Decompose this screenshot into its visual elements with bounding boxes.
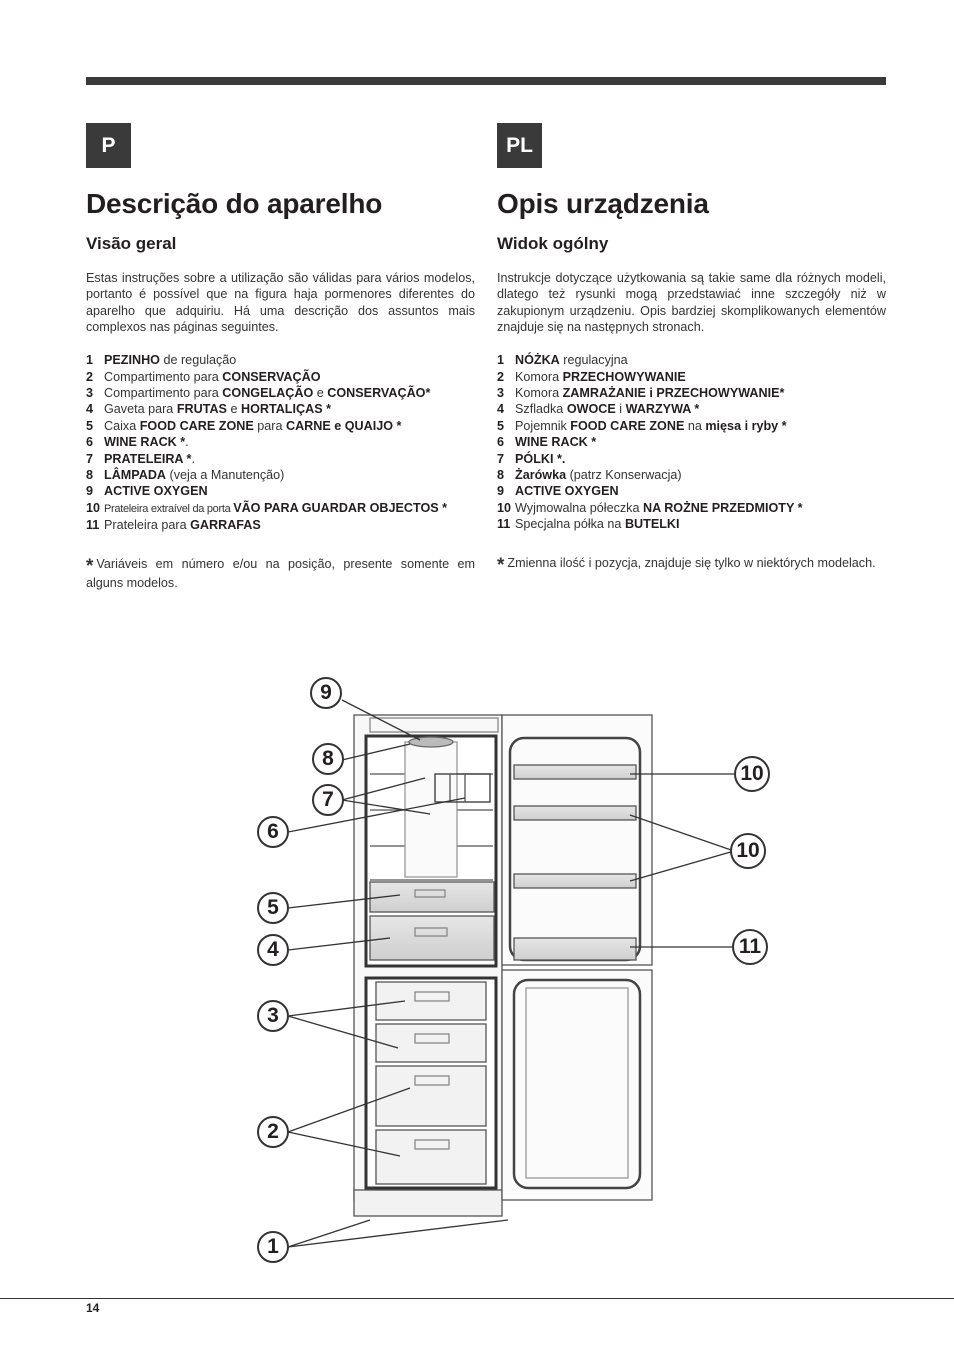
freezer-drawer (376, 1130, 486, 1184)
list-item: 6 WINE RACK *. (86, 435, 189, 450)
list-item: 2 Komora PRZECHOWYWANIE (497, 369, 686, 384)
list-item: 1 NÓŻKA regulacyjna (497, 353, 628, 368)
callout-10: 10 (734, 756, 770, 792)
page-number: 14 (86, 1301, 100, 1315)
list-item: 11 Prateleira para GARRAFAS (86, 518, 261, 533)
door-shelf (514, 806, 636, 820)
list-item: 3 Compartimento para CONGELAÇÃO e CONSERVAÇÃO* (86, 386, 431, 400)
parts-list (497, 352, 886, 532)
freezer-drawer (376, 1066, 486, 1126)
callout-7: 7 (312, 784, 344, 816)
callout-4: 4 (257, 934, 289, 966)
fridge-door (502, 715, 652, 965)
list-item: 4 Szfladka OWOCE i WARZYWA * (497, 402, 700, 417)
list-item: 7 PRATELEIRA *. (86, 451, 195, 466)
active-oxygen-unit (409, 737, 453, 747)
list-item: 5 Pojemnik FOOD CARE ZONE na mięsa i ryby * (497, 418, 787, 433)
footnote: * Zmienna ilość i pozycja, znajduje się tylko w niektórych modelach. (497, 554, 876, 576)
portuguese-column (86, 186, 475, 591)
list-item: 10 Wyjmowalna półeczka NA ROŻNE PRZEDMIOTY * (497, 500, 803, 515)
list-item: 10 Prateleira extraível da porta VÃO PARA GUARDAR OBJECTOS * (86, 500, 448, 515)
list-item: 6 WINE RACK * (497, 435, 597, 450)
list-item: 8 Żarówka (patrz Konserwacja) (497, 468, 682, 483)
callout-8: 8 (312, 743, 344, 775)
list-item: 3 Komora ZAMRAŻANIE i PRZECHOWYWANIE* (497, 386, 785, 400)
list-item: 1 PEZINHO de regulação (86, 353, 237, 368)
polish-column (497, 186, 886, 574)
lang-badge-pl: PL (497, 123, 542, 168)
callout-9: 9 (310, 677, 342, 709)
callout-1: 1 (257, 1231, 289, 1263)
section-subtitle: Visão geral (86, 234, 177, 253)
list-item: 5 Caixa FOOD CARE ZONE para CARNE e QUAIJO * (86, 418, 402, 433)
callout-6: 6 (257, 816, 289, 848)
freezer-door (502, 970, 652, 1200)
list-item: 9 ACTIVE OXYGEN (497, 484, 619, 499)
callout-5: 5 (257, 892, 289, 924)
lamp-column (405, 742, 457, 877)
refrigerator-diagram (250, 670, 780, 1275)
footnote: * Variáveis em número e/ou na posição, presente somente em alguns modelos. (86, 555, 475, 590)
list-item: 11 Specjalna półka na BUTELKI (497, 517, 680, 532)
door-shelf (514, 765, 636, 779)
parts-list (86, 352, 475, 533)
callout-10: 10 (730, 833, 766, 869)
bottle-shelf (514, 938, 636, 960)
door-shelf (514, 874, 636, 888)
bottom-rule (0, 1298, 954, 1299)
callout-11: 11 (732, 929, 768, 965)
cabinet-base (354, 1190, 502, 1216)
list-item: 4 Gaveta para FRUTAS e HORTALIÇAS * (86, 402, 331, 417)
list-item: 8 LÂMPADA (veja a Manutenção) (86, 468, 285, 483)
page-title: Opis urządzenia (497, 188, 709, 219)
list-item: 2 Compartimento para CONSERVAÇÃO (86, 369, 321, 384)
callout-3: 3 (257, 1000, 289, 1032)
page-title: Descrição do aparelho (86, 188, 383, 219)
intro-paragraph: Instrukcje dotyczące użytkowania są takie same dla różnych modeli, dlatego też rysunki mogą przedstawiać inne szczegóły niż w zakupionym urządzeniu. Opis bardziej skomplikowanych elementów znajduje się na następnych stronach. (497, 271, 886, 334)
list-item: 7 PÓLKI *. (497, 451, 566, 466)
lang-badge-p: P (86, 123, 131, 168)
top-rule (86, 77, 886, 85)
section-subtitle: Widok ogólny (497, 234, 609, 253)
callout-2: 2 (257, 1116, 289, 1148)
list-item: 9 ACTIVE OXYGEN (86, 484, 208, 499)
intro-paragraph: Estas instruções sobre a utilização são válidas para vários modelos, portanto é possível que na figura haja pormenores diferentes do aparelho que adquiriu. Há uma descrição dos assuntos mais complexos nas páginas seguintes. (86, 271, 475, 334)
